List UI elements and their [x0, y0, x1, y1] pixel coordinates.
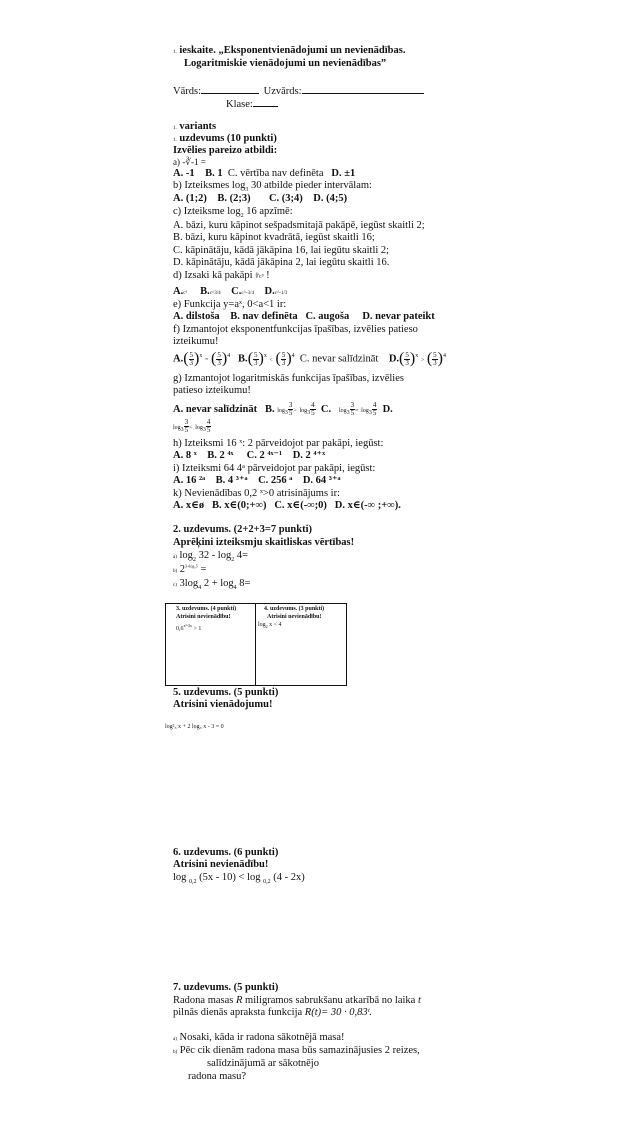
q-c: c) Izteiksme $\log_2 16$ apzīmē:	[173, 206, 293, 220]
q-d: d) Izsaki kā pakāpi ∜c³ !	[173, 270, 270, 281]
class-label: Klase:	[226, 99, 253, 110]
task2-instruction: Aprēķini izteiksmju skaitliskas vērtības!	[173, 537, 355, 548]
title-line2	[184, 58, 386, 71]
q-f-line1: f) Izmantojot eksponentfunkcijas īpašības, izvēlies patieso	[173, 324, 418, 335]
task4-title: 4. uzdevums. (3 punkti)	[264, 606, 325, 612]
q-c-answer-a: A. bāzi, kuru kāpinot sešpadsmitajā pakāpē, iegūst skaitli 2;	[173, 220, 425, 231]
task4-instruction: Atrisini nevienādību!	[267, 613, 322, 620]
q-g-line1: g) Izmantojot logaritmiskās funkcijas īpašības, izvēlies	[173, 373, 404, 384]
q-f-answers: A.( $\frac{5}{3}$ )$^x$ = ( $\frac{5}{3}$ )$^4$ B.( $\frac{5}{3}$ )$^x$ < ( $\frac{5}{3}$ )$^4$ C. nevar salīdzināt D.( $\frac{5}{3}$ )$^x$ > ( $\frac{5}{3}$ )$^4$	[173, 350, 446, 367]
name-blank[interactable]	[201, 84, 259, 94]
task2-title: 2. uzdevums. (2+2+3=7 punkti)	[173, 524, 313, 535]
task1-instruction: Izvēlies pareizo atbildi:	[173, 145, 278, 156]
q-i: i) Izteiksmi 64 4ᵃ pārveidojot par pakāpi, iegūst:	[173, 463, 376, 474]
q-b: b) Izteiksmes $\log_3 30$ atbilde pieder intervālam:	[173, 180, 372, 194]
task3-title: 3. uzdevums. (4 punkti)	[176, 606, 237, 612]
title-number: 1.	[173, 50, 177, 55]
variant-heading: 1. variants	[173, 121, 217, 132]
task2-b: b) $2^{3+log_25}$ =	[173, 563, 207, 575]
q-a: a) -∛-1 =	[173, 157, 206, 167]
q-c-answer-c: C. kāpinātāju, kādā jākāpina 16, lai iegūtu skaitli 2;	[173, 245, 390, 256]
task5-expr: log²₃ x + 2 log₃ x - 3 = 0	[165, 724, 224, 730]
title-text-2: Logaritmiskie vienādojumi un nevienādības”	[184, 58, 387, 69]
task2-a: a) $\log_2 32 - \log_2 4=$	[173, 550, 249, 564]
task7-b-line3: radona masu?	[188, 1071, 247, 1082]
task3-expr: $0,6^{x^2-3x} > 1$	[176, 622, 202, 632]
task7-para2: pilnās dienās apraksta funkcija R(t)= 30 · 0,83ᵗ.	[173, 1007, 372, 1018]
task6-expr: log $_{0,2}$ (5x - 10) < log $_{0,2}$ (4 - 2x)	[173, 872, 305, 886]
class-row	[226, 97, 278, 112]
tasks-3-4-box	[165, 603, 347, 686]
task7-b-line2: salīdzinājumā ar sākotnējo	[207, 1058, 319, 1069]
task1-title: 1. uzdevums (10 punkti)	[173, 133, 277, 144]
task6-title: 6. uzdevums. (6 punkti)	[173, 847, 279, 858]
task4-cell	[256, 604, 346, 685]
q-f-line2: izteikumu!	[173, 336, 219, 347]
q-e: e) Funkcija y=aˣ, 0<a<1 ir:	[173, 299, 287, 310]
task4-expr: $\log_2 x < 4$	[258, 621, 282, 629]
q-d-answers: A.c³ B.c^3/4 C.c^-3/4 D.c^-1/3	[173, 286, 288, 297]
task7-para1: Radona masas R miligramos sabrukšanu atkarībā no laika t	[173, 995, 421, 1006]
q-g-line2: patieso izteikumu!	[173, 385, 251, 396]
q-e-answers: A. dilstoša B. nav definēta C. augoša D. nevar pateikt	[173, 311, 435, 322]
q-h: h) Izteiksmi 16 ˣ: 2 pārveidojot par pakāpi, iegūst:	[173, 438, 384, 449]
surname-blank[interactable]	[302, 84, 424, 94]
q-k-answers: A. x∈ø B. x∈(0;+∞) C. x∈(-∞;0) D. x∈(-∞ ;+∞).	[173, 500, 401, 511]
task3-cell	[166, 604, 256, 685]
q-k: k) Nevienādības 0,2 ˣ>0 atrisinājums ir:	[173, 488, 341, 499]
task2-c: c) $3\log_4$ $2 + \log_4 8=$	[173, 578, 251, 592]
task6-instruction: Atrisini nevienādību!	[173, 859, 269, 870]
name-label: Vārds:	[173, 86, 201, 97]
name-row	[173, 84, 424, 99]
q-g-answer-d-expr: $\log_3$ $\frac{3}{5}$ < $\log_3$ $\frac{4}{5}$	[173, 418, 211, 434]
q-a-answers: A. -1 B. 1 C. vērtība nav definēta D. ±1	[173, 168, 356, 179]
task7-title: 7. uzdevums. (5 punkti)	[173, 982, 279, 993]
task3-instruction: Atrisini nevienādību!	[176, 613, 231, 620]
surname-label: Uzvārds:	[263, 86, 302, 97]
q-c-answer-b: B. bāzi, kuru kāpinot kvadrātā, iegūst skaitli 16;	[173, 232, 375, 243]
q-i-answers: A. 16 ²ᵃ B. 4 ³⁺ᵃ C. 256 ᵃ D. 64 ³⁺ᵃ	[173, 475, 341, 486]
task7-a: a) Nosaki, kāda ir radona sākotnējā masa!	[173, 1032, 345, 1043]
title-text-1: ieskaite. „Eksponentvienādojumi un nevienādības.	[179, 45, 406, 56]
task5-instruction: Atrisini vienādojumu!	[173, 699, 273, 710]
q-b-answers: A. (1;2) B. (2;3) C. (3;4) D. (4;5)	[173, 193, 348, 204]
q-c-answer-d: D. kāpinātāju, kādā jākāpina 2, lai iegūtu skaitli 16.	[173, 257, 390, 268]
q-g-answers: A. nevar salīdzināt B. $\log_3$ $\frac{3}{5}$ > $\log_3$ $\frac{4}{5}$ C. $\log_3$ $\frac{3}{5}$ = $\log_3$ $\frac{4}{5}$ D.	[173, 401, 393, 417]
q-h-answers: A. 8 ˣ B. 2 ⁴ˣ C. 2 ⁴ˣ⁻¹ D. 2 ⁴⁺ˣ	[173, 450, 326, 461]
class-blank[interactable]	[253, 97, 278, 107]
title-line1	[173, 45, 405, 58]
task7-b-line1: b) Pēc cik dienām radona masa būs samazinājusies 2 reizes,	[173, 1045, 420, 1056]
task5-title: 5. uzdevums. (5 punkti)	[173, 687, 279, 698]
